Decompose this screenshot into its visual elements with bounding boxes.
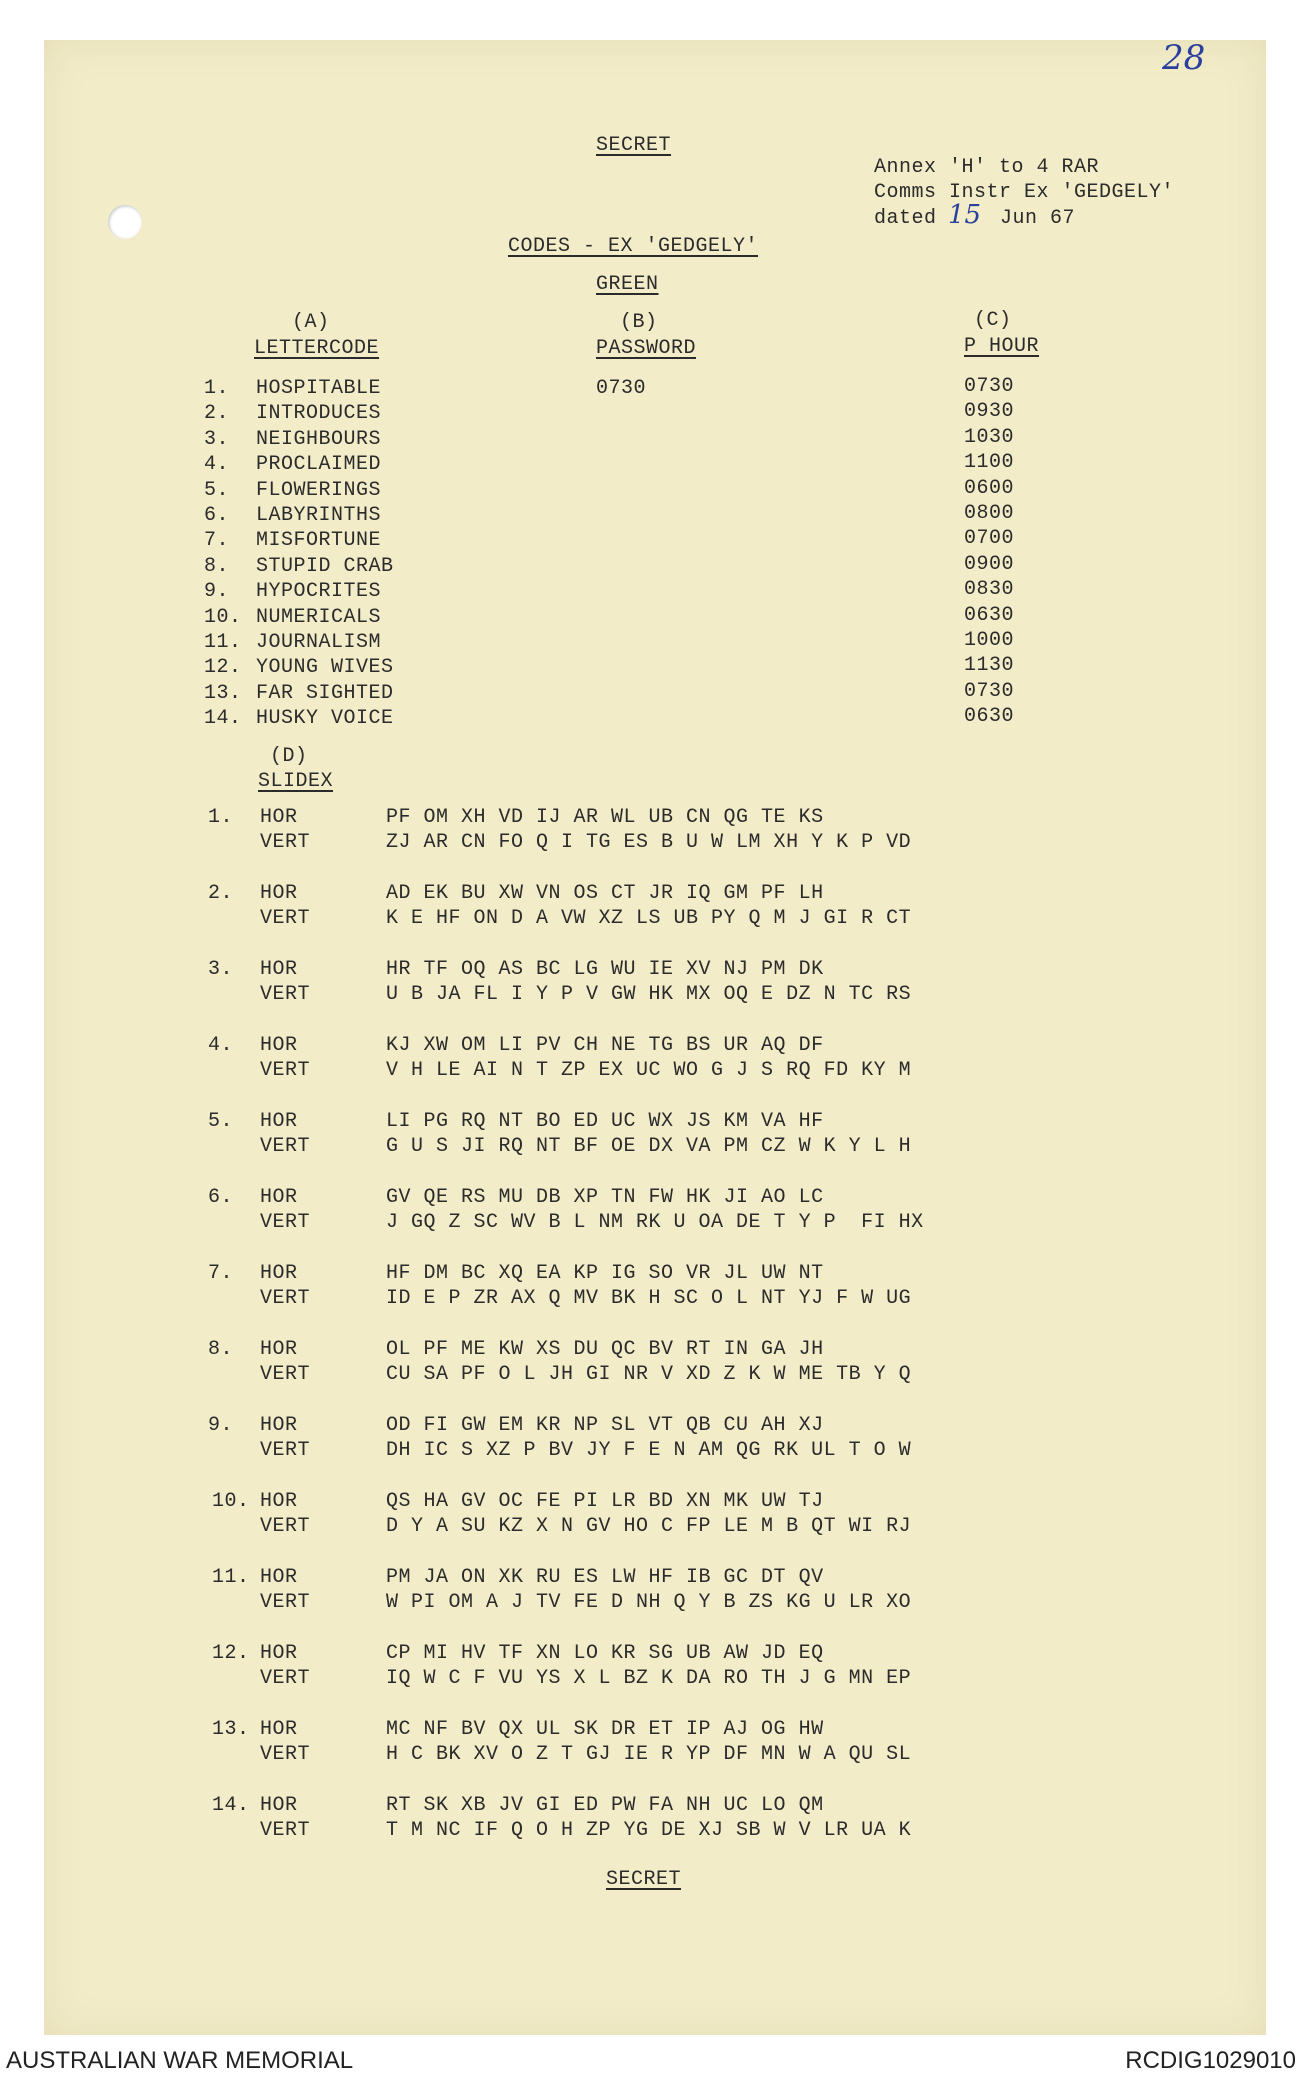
column-c-mark: (C) (974, 309, 1012, 332)
lettercode-word: YOUNG WIVES (256, 656, 394, 680)
p-hour-value: 0700 (964, 527, 1015, 551)
lettercode-number: 10. (204, 605, 242, 629)
slidex-vert-codes: T M NC IF Q O H ZP YG DE XJ SB W V LR UA K (386, 1819, 912, 1842)
column-c-title: P HOUR (964, 335, 1040, 358)
p-hour-value: 1100 (964, 451, 1015, 475)
lettercode-number: 12. (204, 656, 242, 680)
lettercode-word: NEIGHBOURS (256, 427, 382, 451)
slidex-vert-codes: V H LE AI N T ZP EX UC WO G J S RQ FD KY M (386, 1059, 912, 1082)
lettercode-word: HOSPITABLE (256, 377, 382, 400)
slidex-hor-codes: HF DM BC XQ EA KP IG SO VR JL UW NT (386, 1262, 824, 1285)
lettercode-word: JOURNALISM (256, 631, 382, 654)
slidex-vert-codes: D Y A SU KZ X N GV HO C FP LE M B QT WI RJ (386, 1515, 912, 1538)
p-hour-value: 0600 (964, 476, 1015, 500)
slidex-number: 6. (208, 1186, 234, 1209)
slidex-number: 8. (208, 1338, 234, 1361)
lettercode-number: 14. (204, 707, 242, 731)
slidex-hor-label: HOR (260, 958, 298, 981)
slidex-hor-codes: CP MI HV TF XN LO KR SG UB AW JD EQ (386, 1642, 824, 1665)
slidex-vert-codes: J GQ Z SC WV B L NM RK U OA DE T Y P FI HX (386, 1211, 924, 1234)
lettercode-word: HUSKY VOICE (256, 707, 394, 731)
lettercode-number: 2. (204, 402, 230, 426)
slidex-vert-codes: W PI OM A J TV FE D NH Q Y B ZS KG U LR XO (386, 1591, 912, 1614)
p-hour-value: 0730 (964, 375, 1015, 398)
slidex-number: 2. (208, 882, 234, 905)
slidex-hor-label: HOR (260, 1110, 298, 1133)
annex-line-1: Annex 'H' to 4 RAR (874, 156, 1100, 179)
slidex-number: 4. (208, 1034, 234, 1057)
slidex-hor-codes: KJ XW OM LI PV CH NE TG BS UR AQ DF (386, 1034, 824, 1057)
slidex-vert-label: VERT (260, 1667, 311, 1690)
slidex-number: 11. (212, 1566, 250, 1589)
slidex-hor-label: HOR (260, 1338, 298, 1361)
footer-record-id: RCDIG1029010 (1125, 2047, 1296, 2074)
slidex-number: 13. (212, 1718, 250, 1741)
slidex-number: 3. (208, 958, 234, 981)
dated-rest: Jun 67 (1000, 207, 1076, 230)
slidex-hor-codes: PF OM XH VD IJ AR WL UB CN QG TE KS (386, 806, 824, 829)
slidex-vert-label: VERT (260, 907, 311, 930)
slidex-mark: (D) (270, 745, 308, 768)
lettercode-number: 13. (204, 681, 242, 705)
dated-day: 15 (948, 200, 982, 230)
classification-top: SECRET (596, 134, 672, 157)
lettercode-word: HYPOCRITES (256, 580, 382, 604)
lettercode-number: 5. (204, 478, 230, 502)
slidex-vert-label: VERT (260, 1743, 311, 1766)
p-hour-value: 1130 (964, 654, 1015, 678)
slidex-title: SLIDEX (258, 770, 334, 793)
slidex-vert-label: VERT (260, 1135, 311, 1158)
lettercode-number: 3. (204, 427, 230, 451)
slidex-vert-label: VERT (260, 831, 311, 854)
p-hour-value: 0730 (964, 679, 1015, 703)
dated-prefix: dated (874, 207, 937, 230)
slidex-hor-label: HOR (260, 1794, 298, 1817)
p-hour-value: 0830 (964, 578, 1015, 602)
lettercode-word: MISFORTUNE (256, 529, 382, 553)
p-hour-value: 0930 (964, 400, 1015, 424)
slidex-hor-label: HOR (260, 1414, 298, 1437)
slidex-vert-codes: K E HF ON D A VW XZ LS UB PY Q M J GI R CT (386, 907, 912, 930)
lettercode-word: INTRODUCES (256, 402, 382, 426)
lettercode-word: LABYRINTHS (256, 504, 382, 527)
lettercode-number: 9. (204, 580, 230, 604)
slidex-hor-label: HOR (260, 1186, 298, 1209)
p-hour-value: 0630 (964, 705, 1015, 729)
p-hour-value: 0900 (964, 552, 1015, 576)
classification-bottom: SECRET (606, 1868, 682, 1891)
slidex-hor-label: HOR (260, 1566, 298, 1589)
lettercode-word: PROCLAIMED (256, 453, 382, 477)
slidex-vert-codes: DH IC S XZ P BV JY F E N AM QG RK UL T O W (386, 1439, 912, 1462)
column-b-title: PASSWORD (596, 337, 697, 360)
column-a-title: LETTERCODE (254, 337, 380, 360)
slidex-hor-codes: HR TF OQ AS BC LG WU IE XV NJ PM DK (386, 958, 824, 981)
slidex-number: 7. (208, 1262, 234, 1285)
slidex-vert-label: VERT (260, 1515, 311, 1538)
slidex-vert-label: VERT (260, 1591, 311, 1614)
slidex-hor-label: HOR (260, 1718, 298, 1741)
slidex-hor-codes: MC NF BV QX UL SK DR ET IP AJ OG HW (386, 1718, 824, 1741)
slidex-hor-codes: PM JA ON XK RU ES LW HF IB GC DT QV (386, 1566, 824, 1589)
slidex-hor-codes: OD FI GW EM KR NP SL VT QB CU AH XJ (386, 1414, 824, 1437)
slidex-vert-codes: IQ W C F VU YS X L BZ K DA RO TH J G MN EP (386, 1667, 912, 1690)
slidex-hor-codes: LI PG RQ NT BO ED UC WX JS KM VA HF (386, 1110, 824, 1133)
p-hour-value: 0630 (964, 603, 1015, 627)
slidex-vert-codes: G U S JI RQ NT BF OE DX VA PM CZ W K Y L H (386, 1135, 912, 1158)
footer-institution: AUSTRALIAN WAR MEMORIAL (6, 2047, 354, 2074)
slidex-vert-codes: H C BK XV O Z T GJ IE R YP DF MN W A QU SL (386, 1743, 912, 1766)
lettercode-number: 8. (204, 554, 230, 578)
annex-line-2: Comms Instr Ex 'GEDGELY' (874, 181, 1175, 204)
slidex-hor-label: HOR (260, 882, 298, 905)
slidex-hor-codes: AD EK BU XW VN OS CT JR IQ GM PF LH (386, 882, 824, 905)
lettercode-number: 7. (204, 529, 230, 553)
codes-title: CODES - EX 'GEDGELY' (508, 235, 759, 258)
p-hour-value: 0800 (964, 502, 1015, 525)
lettercode-number: 6. (204, 504, 230, 527)
column-a-mark: (A) (292, 311, 330, 334)
slidex-number: 1. (208, 806, 234, 829)
lettercode-number: 4. (204, 453, 230, 477)
slidex-vert-codes: ID E P ZR AX Q MV BK H SC O L NT YJ F W UG (386, 1287, 912, 1310)
slidex-number: 5. (208, 1110, 234, 1133)
lettercode-number: 1. (204, 377, 230, 400)
slidex-hor-label: HOR (260, 1642, 298, 1665)
slidex-vert-label: VERT (260, 1287, 311, 1310)
lettercode-word: STUPID CRAB (256, 554, 394, 578)
slidex-number: 10. (212, 1490, 250, 1513)
slidex-hor-label: HOR (260, 1490, 298, 1513)
slidex-vert-codes: U B JA FL I Y P V GW HK MX OQ E DZ N TC RS (386, 983, 912, 1006)
lettercode-number: 11. (204, 631, 242, 654)
slidex-vert-codes: CU SA PF O L JH GI NR V XD Z K W ME TB Y Q (386, 1363, 912, 1386)
slidex-hor-label: HOR (260, 806, 298, 829)
slidex-hor-codes: GV QE RS MU DB XP TN FW HK JI AO LC (386, 1186, 824, 1209)
slidex-vert-label: VERT (260, 1211, 311, 1234)
slidex-vert-label: VERT (260, 1439, 311, 1462)
column-b-mark: (B) (620, 311, 658, 334)
lettercode-word: NUMERICALS (256, 605, 382, 629)
slidex-number: 14. (212, 1794, 250, 1817)
slidex-vert-label: VERT (260, 1059, 311, 1082)
slidex-vert-label: VERT (260, 1363, 311, 1386)
slidex-vert-codes: ZJ AR CN FO Q I TG ES B U W LM XH Y K P VD (386, 831, 912, 854)
slidex-number: 9. (208, 1414, 234, 1437)
page-number: 28 (1162, 38, 1206, 78)
slidex-vert-label: VERT (260, 983, 311, 1006)
p-hour-value: 1030 (964, 425, 1015, 449)
punch-hole (108, 205, 142, 239)
lettercode-word: FLOWERINGS (256, 478, 382, 502)
green-subtitle: GREEN (596, 273, 659, 296)
slidex-hor-codes: RT SK XB JV GI ED PW FA NH UC LO QM (386, 1794, 824, 1817)
slidex-vert-label: VERT (260, 1819, 311, 1842)
password-value: 0730 (596, 377, 647, 400)
slidex-hor-label: HOR (260, 1034, 298, 1057)
slidex-number: 12. (212, 1642, 250, 1665)
slidex-hor-codes: OL PF ME KW XS DU QC BV RT IN GA JH (386, 1338, 824, 1361)
slidex-hor-label: HOR (260, 1262, 298, 1285)
lettercode-word: FAR SIGHTED (256, 681, 394, 705)
p-hour-value: 1000 (964, 629, 1015, 652)
slidex-hor-codes: QS HA GV OC FE PI LR BD XN MK UW TJ (386, 1490, 824, 1513)
